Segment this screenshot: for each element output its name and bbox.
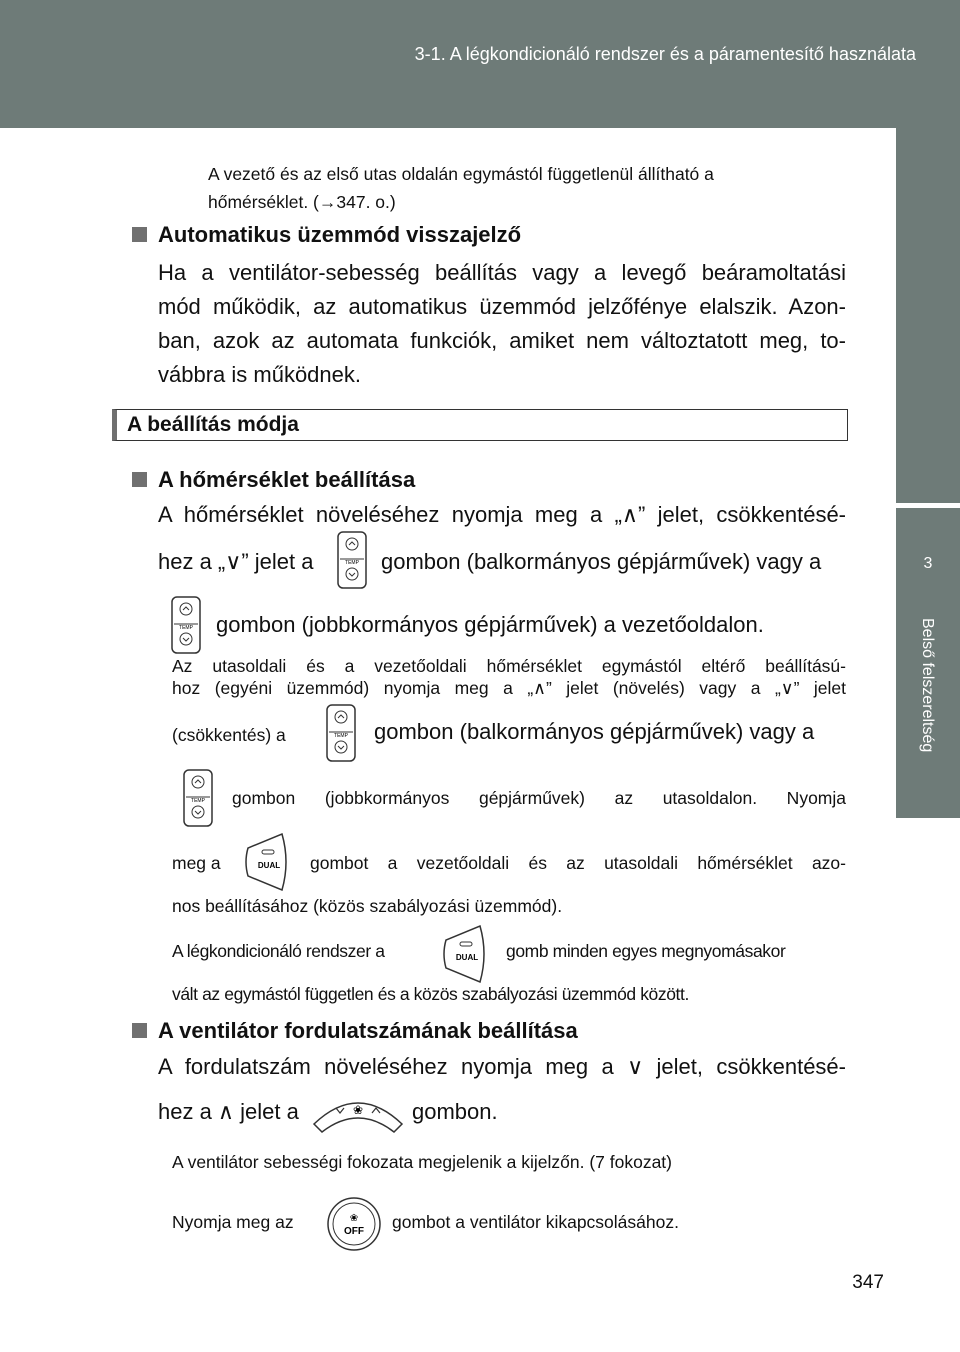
temp-button-icon [325,703,357,763]
svg-text:OFF: OFF [344,1226,364,1237]
svg-text:TEMP: TEMP [179,625,193,631]
temp-dual-1b: gomb minden egyes megnyomásakor [506,941,786,961]
svg-text:TEMP: TEMP [334,733,348,739]
dual-button-icon [242,832,292,892]
temp-line-2a: hez a „∨” jelet a [158,549,314,574]
intro-line-2: hőmérséklet. (→347. o.) [208,192,396,212]
temp-line-1: A hőmérséklet növeléséhez nyomja meg a „∧” jelet, csökkentésé- [158,502,846,527]
bullet-square [132,1023,147,1038]
dual-button-icon [440,924,490,984]
auto-mode-line-3: ban, azok az automata funkciók, amiket nem változtatott meg, to- [158,328,846,353]
fan-heading: A ventilátor fordulatszámának beállítása [158,1018,578,1043]
auto-mode-heading: Automatikus üzemmód visszajelző [158,222,522,247]
temp-sub-3a: (csökkentés) a [172,725,286,745]
temp-heading: A hőmérséklet beállítása [158,467,416,492]
intro-line-1: A vezető és az első utas oldalán egymástól függetlenül állítható a [208,164,714,184]
temp-sub-1: Az utasoldali és a vezetőoldali hőmérséklet egymástól eltérő beállítású- [172,656,846,676]
auto-mode-line-1: Ha a ventilátor-sebesség beállítás vagy a levegő beáramoltatási [158,260,846,285]
bullet-square [132,472,147,487]
svg-text:❀: ❀ [352,1103,364,1117]
temp-sub-5a: meg a [172,853,221,873]
temp-line-3: gombon (jobbkormányos gépjárművek) a vezetőoldalon. [216,612,764,637]
fan-line-2b: gombon. [412,1099,498,1124]
fan-note-1: A ventilátor sebességi fokozata megjelenik a kijelzőn. (7 fokozat) [172,1152,672,1172]
auto-mode-line-4: vábbra is működnek. [158,362,361,387]
temp-dual-1a: A légkondicionáló rendszer a [172,941,385,961]
fan-line-2a: hez a ∧ jelet a [158,1099,299,1124]
page-header [0,0,960,128]
svg-text:TEMP: TEMP [345,560,359,566]
section-title: A beállítás módja [112,409,848,441]
temp-line-2b: gombon (balkormányos gépjárművek) vagy a [381,549,822,574]
chapter-name: Belső felszereltség [919,618,936,753]
page-number: 347 [852,1272,884,1293]
svg-text:TEMP: TEMP [191,798,205,804]
chapter-title: 3-1. A légkondicionáló rendszer és a páramentesítő használata [414,44,916,64]
temp-sub-5b: gombot a vezetőoldali és az utasoldali hőmérséklet azo- [310,853,846,873]
bullet-square [132,227,147,242]
temp-button-icon [170,595,202,655]
temp-sub-4: gombon (jobbkormányos gépjárművek) az utasoldalon. Nyomja [232,788,846,808]
svg-text:DUAL: DUAL [257,861,281,870]
temp-sub-3b: gombon (balkormányos gépjárművek) vagy a [374,719,815,744]
fan-note-2b: gombot a ventilátor kikapcsolásához. [392,1212,679,1232]
auto-mode-line-2: mód működik, az automatikus üzemmód jelzőfénye elalszik. Azon- [158,294,846,319]
svg-text:DUAL: DUAL [455,953,479,962]
temp-button-icon [182,768,214,828]
temp-sub-2: hoz (egyéni üzemmód) nyomja meg a „∧” jelet (növelés) vagy a „∨” jelet [172,678,846,698]
temp-dual-2: vált az egymástól független és a közös szabályozási üzemmód között. [172,984,689,1004]
fan-speed-button-icon [310,1088,406,1134]
fan-note-2a: Nyomja meg az [172,1212,294,1232]
fan-off-button-icon [326,1196,382,1252]
fan-line-1: A fordulatszám növeléséhez nyomja meg a ∨ jelet, csökkentésé- [158,1054,846,1079]
temp-sub-6: nos beállításához (közös szabályozási üzemmód). [172,896,563,916]
temp-button-icon [336,530,368,590]
chapter-number: 3 [923,555,933,572]
svg-text:❀: ❀ [349,1213,359,1224]
